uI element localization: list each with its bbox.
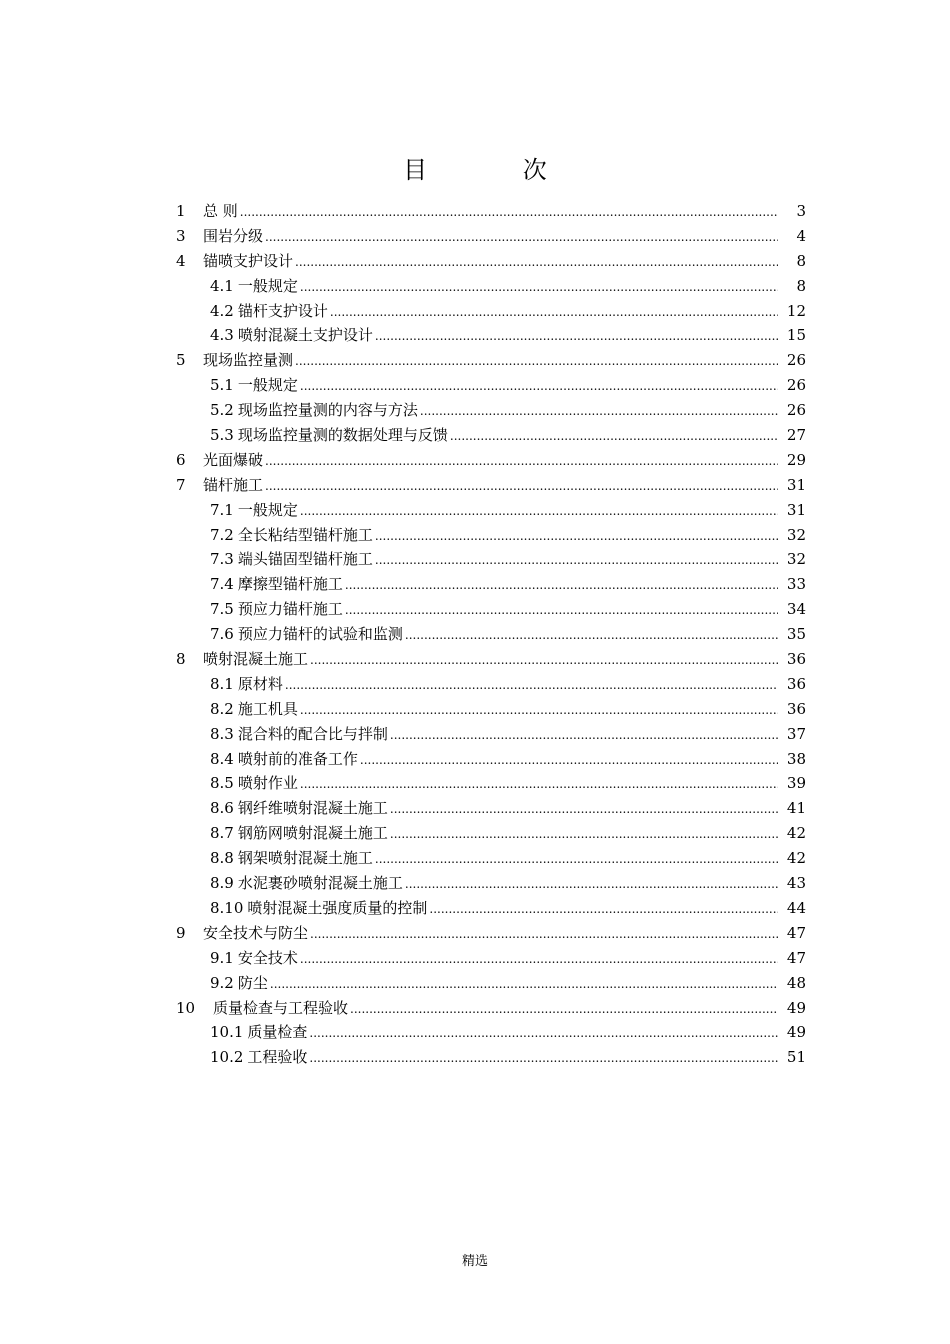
toc-entry[interactable] (176, 796, 806, 821)
toc-entry-number: 8.1 (210, 674, 234, 693)
toc-entry-page: 47 (786, 923, 806, 942)
toc-entry-number: 5.1 (210, 376, 234, 395)
toc-entry[interactable] (176, 323, 806, 348)
dot-leader (350, 997, 778, 1022)
toc-entry-number: 5.2 (210, 401, 234, 420)
toc-entry[interactable] (176, 398, 806, 423)
toc-entry[interactable] (176, 971, 806, 996)
toc-entry-label: 现场监控量测 (203, 351, 294, 370)
toc-entry-label: 钢筋网喷射混凝土施工 (237, 824, 388, 843)
toc-entry-number: 7.6 (210, 625, 234, 644)
dot-leader (345, 598, 778, 623)
toc-entry-page: 38 (786, 749, 806, 768)
toc-entry-page: 43 (786, 874, 806, 893)
toc-entry-label: 防尘 (237, 973, 268, 992)
toc-entry-page: 4 (796, 226, 806, 245)
toc-entry-number: 8.9 (210, 874, 234, 893)
dot-leader (390, 822, 778, 847)
toc-entry[interactable] (176, 722, 806, 747)
toc-entry-label: 一般规定 (237, 376, 298, 395)
toc-entry[interactable] (176, 771, 806, 796)
toc-entry[interactable] (176, 996, 806, 1021)
toc-entry-number: 9.1 (210, 948, 234, 967)
dot-leader (375, 524, 778, 549)
toc-entry-number: 1 (176, 202, 186, 220)
toc-entry[interactable] (176, 199, 806, 224)
toc-entry-number: 6 (176, 450, 186, 469)
toc-entry-label: 一般规定 (237, 276, 298, 295)
dot-leader (390, 723, 778, 748)
dot-leader (295, 349, 778, 374)
toc-entry-number: 8.10 (210, 898, 244, 917)
page-footer: 精选 (461, 1254, 488, 1269)
dot-leader (295, 250, 778, 275)
toc-entry-label: 围岩分级 (203, 226, 264, 245)
toc-entry[interactable] (176, 846, 806, 871)
dot-leader (310, 922, 778, 947)
toc-entry-page: 36 (786, 699, 806, 718)
toc-entry-page: 36 (786, 650, 806, 669)
dot-leader (300, 275, 778, 300)
toc-entry-label: 安全技术 (237, 948, 298, 967)
toc-entry-page: 27 (786, 426, 806, 445)
dot-leader (240, 200, 778, 225)
dot-leader (309, 1021, 778, 1046)
toc-entry-label: 钢架喷射混凝土施工 (237, 849, 373, 868)
dot-leader (300, 772, 778, 797)
toc-entry-number: 7.1 (210, 500, 234, 519)
toc-entry-number: 4 (176, 251, 186, 270)
toc-entry-label: 现场监控量测的内容与方法 (237, 401, 418, 420)
toc-entry[interactable] (176, 547, 806, 572)
toc-entry-page: 8 (796, 251, 806, 270)
toc-entry-number: 8.4 (210, 749, 234, 768)
toc-entry[interactable] (176, 921, 806, 946)
toc-entry[interactable] (176, 597, 806, 622)
toc-entry-page: 36 (786, 674, 806, 693)
toc-entry[interactable] (176, 1020, 806, 1045)
toc-entry[interactable] (176, 448, 806, 473)
toc-entry-page: 33 (786, 575, 806, 594)
toc-entry-page: 32 (786, 525, 806, 544)
dot-leader (450, 424, 778, 449)
toc-entry-number: 7.2 (210, 525, 234, 544)
toc-entry-number: 7.3 (210, 550, 234, 569)
toc-entry-number: 8.3 (210, 724, 234, 743)
toc-entry-label: 摩擦型锚杆施工 (237, 575, 343, 594)
dot-leader (405, 872, 778, 897)
toc-entry[interactable] (176, 821, 806, 846)
toc-entry-label: 质量检查 (247, 1023, 308, 1042)
dot-leader (265, 225, 778, 250)
toc-entry-page: 31 (786, 500, 806, 519)
toc-entry-label: 一般规定 (237, 500, 298, 519)
toc-entry-page: 41 (786, 799, 806, 818)
toc-entry-page: 8 (796, 276, 806, 295)
toc-entry-page: 26 (786, 401, 806, 420)
dot-leader (300, 947, 778, 972)
toc-entry-number: 9 (176, 923, 186, 942)
toc-entry-page: 49 (786, 998, 806, 1017)
toc-entry[interactable] (176, 871, 806, 896)
toc-entry-label: 现场监控量测的数据处理与反馈 (237, 426, 448, 445)
toc-entry-label: 喷射作业 (237, 774, 298, 793)
toc-entry-label: 喷射混凝土强度质量的控制 (247, 898, 428, 917)
toc-entry-number: 7.5 (210, 600, 234, 619)
dot-leader (405, 623, 778, 648)
toc-entry-page: 42 (786, 824, 806, 843)
toc-entry-label: 光面爆破 (203, 450, 264, 469)
toc-entry-page: 3 (796, 202, 806, 220)
toc-entry-number: 8.2 (210, 699, 234, 718)
table-of-contents (176, 199, 806, 1070)
toc-entry-label: 混合料的配合比与拌制 (237, 724, 388, 743)
toc-entry-page: 29 (786, 450, 806, 469)
dot-leader (375, 324, 778, 349)
toc-entry[interactable] (176, 373, 806, 398)
toc-entry-number: 4.2 (210, 301, 234, 320)
toc-entry[interactable] (176, 622, 806, 647)
toc-entry-page: 47 (786, 948, 806, 967)
toc-entry[interactable] (176, 423, 806, 448)
dot-leader (375, 847, 778, 872)
toc-entry[interactable] (176, 672, 806, 697)
dot-leader (265, 474, 778, 499)
dot-leader (300, 698, 778, 723)
toc-entry-label: 水泥裹砂喷射混凝土施工 (237, 874, 403, 893)
toc-entry[interactable] (176, 946, 806, 971)
toc-entry[interactable] (176, 473, 806, 498)
toc-entry-number: 8.6 (210, 799, 234, 818)
toc-entry-page: 12 (786, 301, 806, 320)
toc-entry[interactable] (176, 572, 806, 597)
toc-entry[interactable] (176, 647, 806, 672)
toc-entry-number: 10.2 (210, 1048, 244, 1067)
page-title: 目 次 (403, 156, 591, 184)
dot-leader (390, 797, 778, 822)
toc-entry[interactable] (176, 1045, 806, 1070)
toc-entry-label: 锚杆支护设计 (237, 301, 328, 320)
toc-entry-label: 端头锚固型锚杆施工 (237, 550, 373, 569)
toc-entry-page: 15 (786, 326, 806, 345)
toc-entry-label: 锚喷支护设计 (203, 251, 294, 270)
dot-leader (300, 374, 778, 399)
toc-entry-label: 总 则 (203, 202, 238, 220)
toc-entry-page: 37 (786, 724, 806, 743)
toc-entry[interactable] (176, 249, 806, 274)
dot-leader (309, 1046, 778, 1071)
dot-leader (310, 648, 778, 673)
toc-entry-number: 4.1 (210, 276, 234, 295)
toc-entry-page: 26 (786, 351, 806, 370)
toc-entry[interactable] (176, 747, 806, 772)
dot-leader (360, 748, 778, 773)
toc-entry-label: 工程验收 (247, 1048, 308, 1067)
toc-entry-page: 31 (786, 475, 806, 494)
toc-entry-page: 44 (786, 898, 806, 917)
dot-leader (420, 399, 778, 424)
dot-leader (270, 972, 778, 997)
toc-entry-page: 39 (786, 774, 806, 793)
dot-leader (265, 449, 778, 474)
toc-entry-number: 4.3 (210, 326, 234, 345)
toc-entry-number: 10.1 (210, 1023, 244, 1042)
toc-entry-label: 喷射前的准备工作 (237, 749, 358, 768)
toc-entry[interactable] (176, 697, 806, 722)
toc-entry-number: 8.7 (210, 824, 234, 843)
toc-entry[interactable] (176, 274, 806, 299)
toc-entry[interactable] (176, 348, 806, 373)
toc-entry-number: 7 (176, 475, 186, 494)
toc-entry-page: 32 (786, 550, 806, 569)
toc-entry-label: 原材料 (237, 674, 283, 693)
toc-entry-page: 35 (786, 625, 806, 644)
toc-entry[interactable] (176, 498, 806, 523)
toc-entry-label: 预应力锚杆的试验和监测 (237, 625, 403, 644)
toc-entry-label: 安全技术与防尘 (203, 923, 309, 942)
toc-entry-label: 锚杆施工 (203, 475, 264, 494)
toc-entry-number: 7.4 (210, 575, 234, 594)
toc-entry-page: 51 (786, 1048, 806, 1067)
toc-entry-page: 48 (786, 973, 806, 992)
dot-leader (285, 673, 778, 698)
toc-entry-label: 质量检查与工程验收 (213, 998, 349, 1017)
dot-leader (300, 499, 778, 524)
toc-entry-page: 34 (786, 600, 806, 619)
dot-leader (429, 897, 778, 922)
toc-entry-number: 8 (176, 650, 186, 669)
toc-entry-label: 预应力锚杆施工 (237, 600, 343, 619)
toc-entry-number: 3 (176, 226, 186, 245)
toc-entry[interactable] (176, 896, 806, 921)
dot-leader (330, 300, 778, 325)
toc-entry-number: 8.8 (210, 849, 234, 868)
toc-entry-label: 钢纤维喷射混凝土施工 (237, 799, 388, 818)
toc-entry[interactable] (176, 224, 806, 249)
toc-entry-number: 8.5 (210, 774, 234, 793)
toc-entry-label: 喷射混凝土施工 (203, 650, 309, 669)
toc-entry-number: 5.3 (210, 426, 234, 445)
toc-entry[interactable] (176, 523, 806, 548)
dot-leader (345, 573, 778, 598)
dot-leader (375, 548, 778, 573)
toc-entry[interactable] (176, 299, 806, 324)
toc-entry-label: 施工机具 (237, 699, 298, 718)
toc-entry-page: 42 (786, 849, 806, 868)
toc-entry-number: 10 (176, 998, 196, 1017)
toc-entry-number: 9.2 (210, 973, 234, 992)
toc-entry-label: 喷射混凝土支护设计 (237, 326, 373, 345)
toc-entry-label: 全长粘结型锚杆施工 (237, 525, 373, 544)
toc-entry-page: 49 (786, 1023, 806, 1042)
toc-entry-number: 5 (176, 351, 186, 370)
toc-entry-page: 26 (786, 376, 806, 395)
